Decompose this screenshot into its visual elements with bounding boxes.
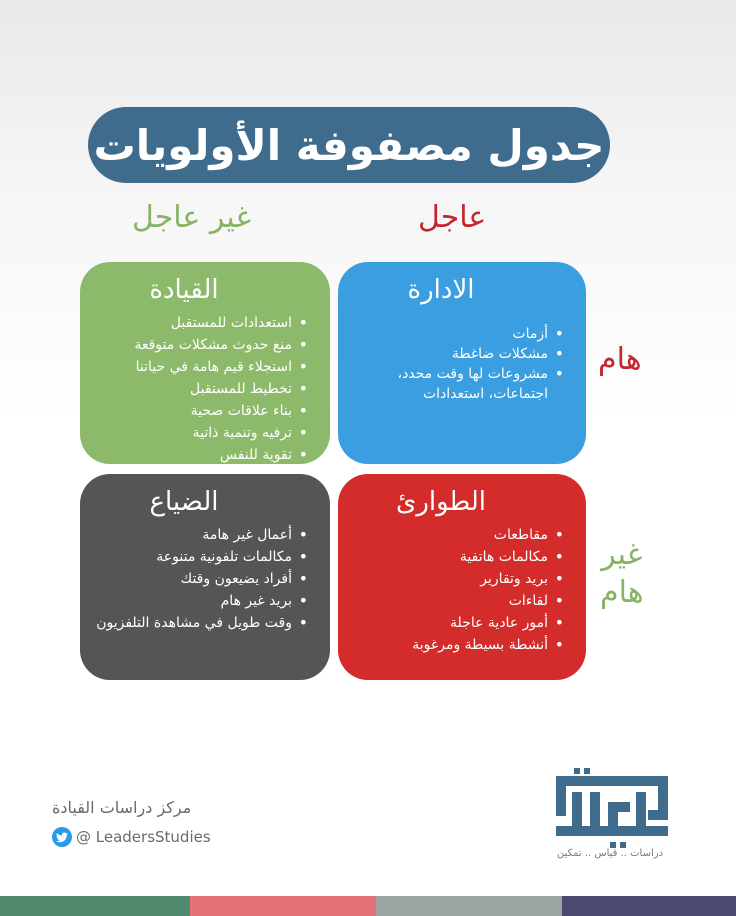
quadrant-title: الطوارئ [395, 487, 487, 517]
list-item: • تخطيط للمستقبل [94, 378, 310, 400]
list-item: • أمور عادية عاجلة [352, 612, 566, 634]
list-item: • تقوية للنفس [94, 444, 310, 466]
list-item: • مكالمات هاتفية [352, 546, 566, 568]
footer-stripe-gray [376, 896, 562, 916]
footer-stripe-navy [562, 896, 736, 916]
axis-label-urgent: عاجل [418, 200, 487, 235]
list-item: • استعدادات للمستقبل [94, 312, 310, 334]
quadrant-emergencies [338, 474, 586, 680]
twitter-icon [52, 827, 72, 847]
list-item: • مكالمات تلفونية متنوعة [94, 546, 310, 568]
quadrant-list [94, 312, 310, 466]
list-item: • بناء علاقات صحية [94, 400, 310, 422]
twitter-handle-text: @ LeadersStudies [76, 828, 211, 846]
quadrant-management [338, 262, 586, 464]
list-item: • لقاءات [352, 590, 566, 612]
axis-label-not-important [600, 536, 644, 612]
quadrant-title: الضياع [149, 487, 219, 517]
list-item: • منع حدوث مشكلات متوقعة [94, 334, 310, 356]
quadrant-list [94, 524, 310, 634]
logo-tagline: دراسات .. قياس .. تمكين [556, 848, 664, 859]
footer-stripe-pink [190, 896, 376, 916]
quadrant-title: الادارة [407, 275, 475, 305]
list-item: • ترفيه وتنمية ذاتية [94, 422, 310, 444]
quadrant-leadership [80, 262, 330, 464]
quadrant-list [352, 524, 566, 656]
list-item: • أزمات [352, 324, 566, 344]
list-item: • وقت طويل في مشاهدة التلفزيون [94, 612, 310, 634]
list-item: • بريد غير هام [94, 590, 310, 612]
axis-label-not-important-line1: غير [601, 537, 643, 572]
list-item: • مشروعات لها وقت محدد، اجتماعات، استعدادات [352, 364, 566, 404]
list-item: • أنشطة بسيطة ومرغوبة [352, 634, 566, 656]
list-item: • بريد وتقارير [352, 568, 566, 590]
axis-label-not-important-line2: هام [600, 575, 644, 610]
center-name: مركز دراسات القيادة [52, 798, 192, 817]
page-title: جدول مصفوفة الأولويات [88, 107, 610, 183]
twitter-handle[interactable] [52, 827, 211, 847]
list-item: • استجلاء قيم هامة في حياتنا [94, 356, 310, 378]
quadrant-list [352, 324, 566, 404]
list-item: • أعمال غير هامة [94, 524, 310, 546]
axis-label-important: هام [598, 342, 642, 377]
axis-label-not-urgent: غير عاجل [132, 200, 252, 235]
quadrant-waste [80, 474, 330, 680]
list-item: • مشكلات ضاغطة [352, 344, 566, 364]
quadrant-title: القيادة [149, 275, 219, 305]
footer-stripe-green [0, 896, 190, 916]
list-item: • مقاطعات [352, 524, 566, 546]
list-item: • أفراد يضيعون وقتك [94, 568, 310, 590]
